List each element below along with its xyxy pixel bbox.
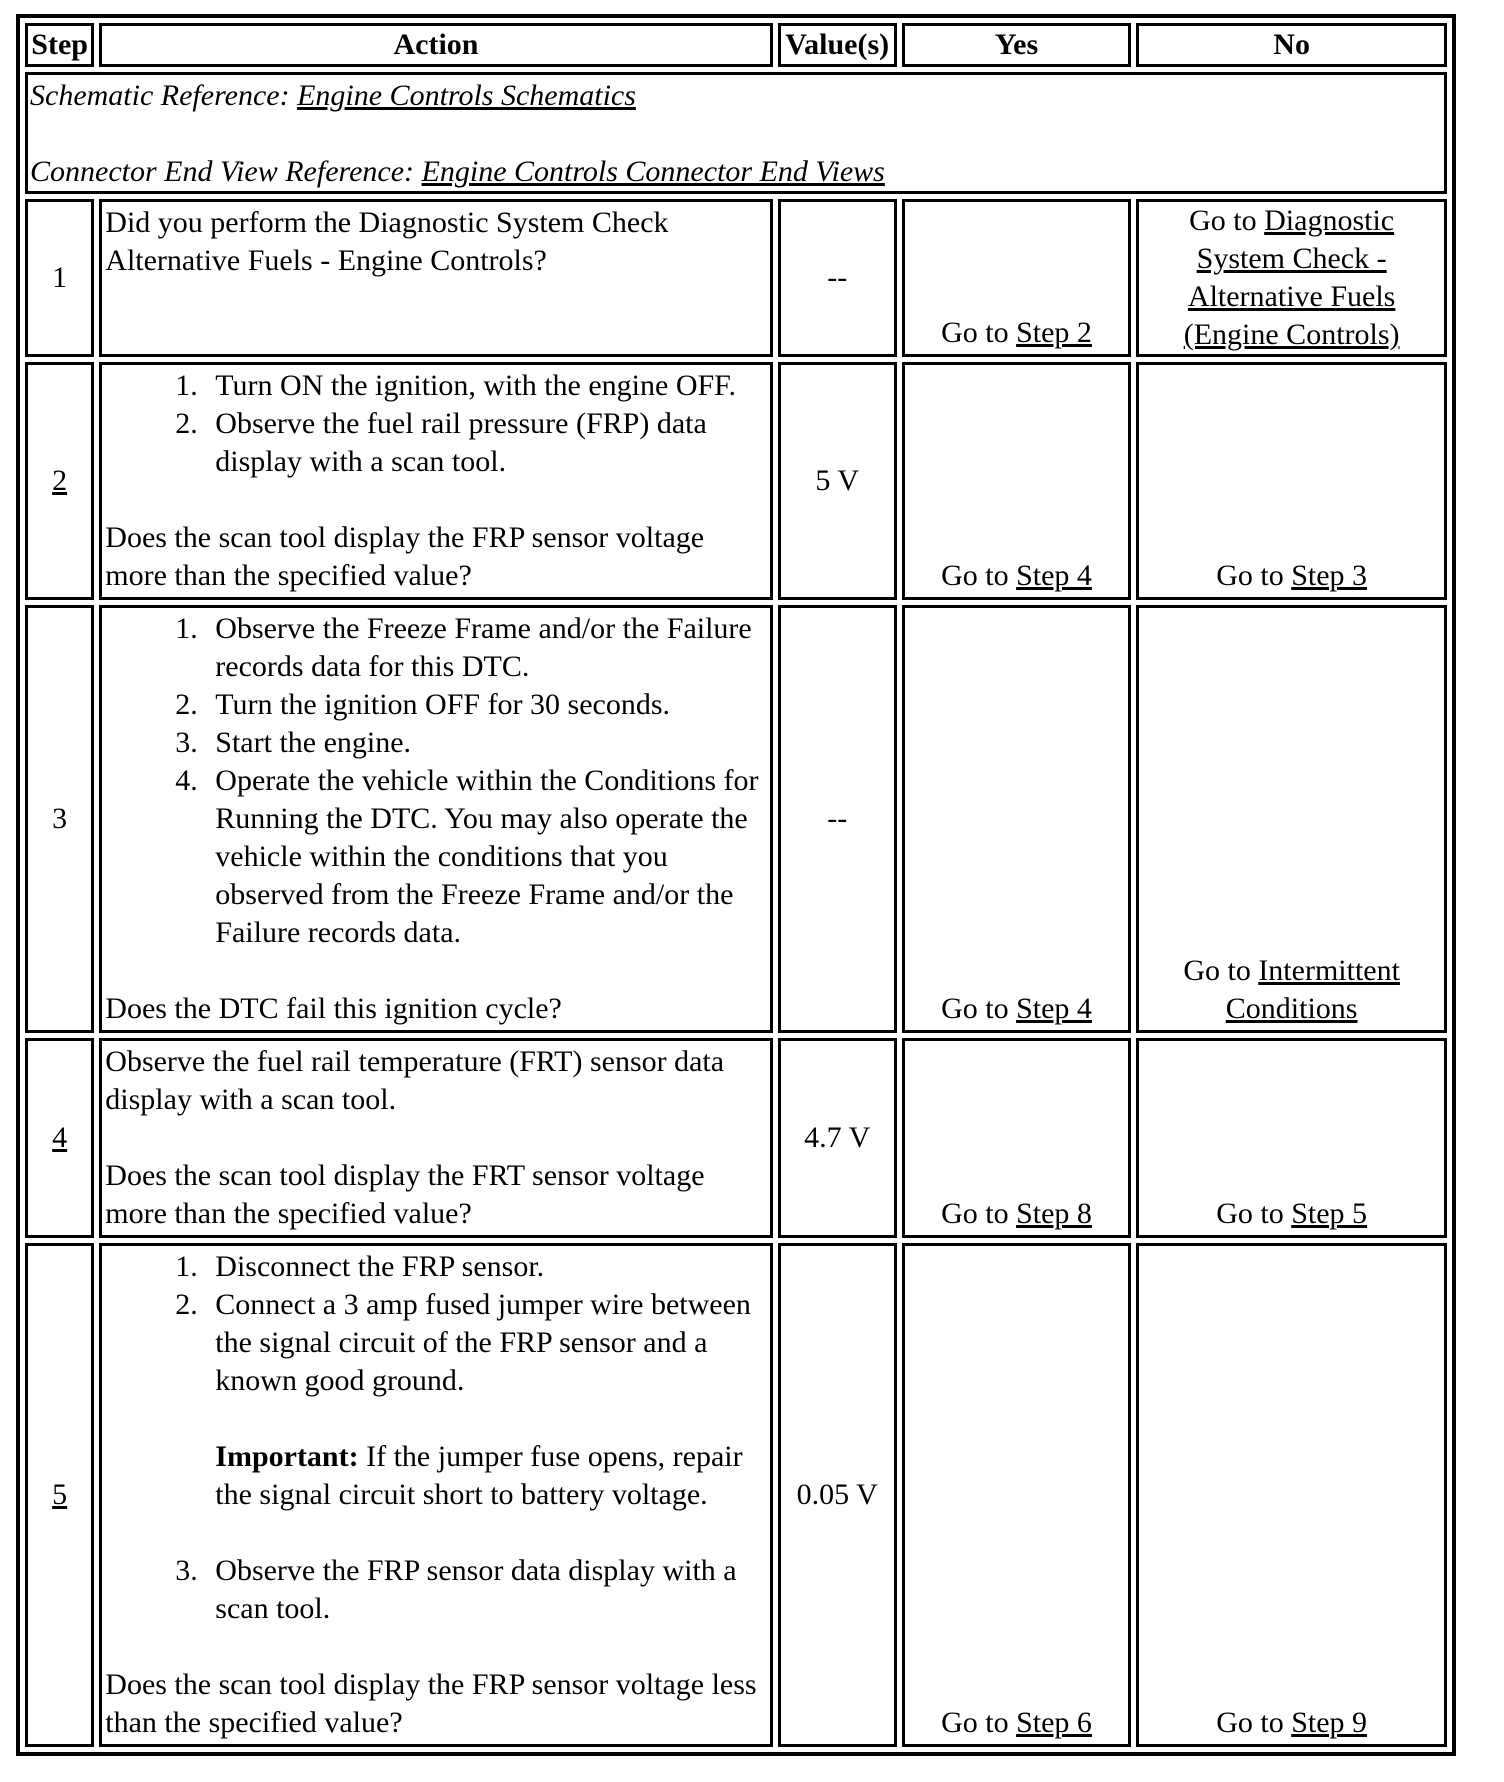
important-label: Important: xyxy=(215,1440,359,1473)
action-item: 4. Operate the vehicle within the Conditions for Running the DTC. You may also operate the vehicle within the conditions that you observed from the Freeze Frame and/or the Failure records data. xyxy=(205,762,766,952)
reference-cell xyxy=(25,72,1447,194)
action-cell xyxy=(99,199,772,357)
yes-cell xyxy=(902,199,1132,357)
action-item: 1. Observe the Freeze Frame and/or the Failure records data for this DTC. xyxy=(205,610,766,686)
step-number xyxy=(25,1038,94,1238)
action-question: Does the scan tool display the FRP sensor voltage more than the specified value? xyxy=(105,521,705,592)
no-link[interactable]: Diagnostic System Check - Alternative Fuels (Engine Controls) xyxy=(1183,204,1400,351)
no-link[interactable]: Step 3 xyxy=(1291,559,1368,592)
diagnostic-table xyxy=(16,14,1456,1756)
no-prefix: Go to xyxy=(1216,1197,1284,1230)
no-cell xyxy=(1136,199,1447,357)
no-link[interactable]: Intermittent Conditions xyxy=(1225,954,1400,1025)
yes-prefix: Go to xyxy=(941,992,1009,1025)
connector-link[interactable]: Engine Controls Connector End Views xyxy=(421,155,885,188)
no-cell xyxy=(1136,1038,1447,1238)
header-action: Action xyxy=(99,23,772,67)
yes-prefix: Go to xyxy=(941,1197,1009,1230)
step-number xyxy=(25,362,94,600)
step-link[interactable]: 2 xyxy=(52,464,68,497)
yes-cell xyxy=(902,1038,1132,1238)
no-prefix: Go to xyxy=(1216,559,1284,592)
yes-link[interactable]: Step 4 xyxy=(1016,559,1092,592)
header-values: Value(s) xyxy=(778,23,897,67)
step-number xyxy=(25,1243,94,1747)
header-yes: Yes xyxy=(902,23,1132,67)
no-prefix: Go to xyxy=(1189,204,1257,237)
schematic-label: Schematic Reference: xyxy=(30,79,290,112)
yes-link[interactable]: Step 8 xyxy=(1016,1197,1092,1230)
action-item xyxy=(205,1286,766,1552)
action-item-text: Connect a 3 amp fused jumper wire between the signal circuit of the FRP sensor and a known good ground. xyxy=(215,1288,751,1397)
action-item: 1. Turn ON the ignition, with the engine OFF. xyxy=(205,367,766,405)
value-cell: 4.7 V xyxy=(778,1038,897,1238)
no-prefix: Go to xyxy=(1183,954,1251,987)
yes-prefix: Go to xyxy=(941,559,1009,592)
value-cell: -- xyxy=(778,605,897,1033)
step-number: 1 xyxy=(25,199,94,357)
action-list xyxy=(105,610,766,952)
schematic-reference xyxy=(30,77,1442,115)
no-link[interactable]: Step 9 xyxy=(1291,1706,1368,1739)
action-list xyxy=(105,1248,766,1628)
action-cell xyxy=(99,1243,772,1747)
important-note xyxy=(215,1438,766,1514)
schematic-link[interactable]: Engine Controls Schematics xyxy=(297,79,636,112)
action-item: 1. Disconnect the FRP sensor. xyxy=(205,1248,766,1286)
step-link[interactable]: 4 xyxy=(52,1121,68,1154)
no-prefix: Go to xyxy=(1216,1706,1284,1739)
yes-link[interactable]: Step 6 xyxy=(1016,1706,1092,1739)
action-question: Does the scan tool display the FRP sensor voltage less than the specified value? xyxy=(105,1668,757,1739)
no-cell xyxy=(1136,1243,1447,1747)
action-cell xyxy=(99,362,772,600)
value-cell: 5 V xyxy=(778,362,897,600)
action-list xyxy=(105,367,766,481)
connector-reference xyxy=(30,153,1442,191)
step-row-2 xyxy=(25,362,1447,600)
value-cell: 0.05 V xyxy=(778,1243,897,1747)
action-question: Does the scan tool display the FRT sensor voltage more than the specified value? xyxy=(105,1159,705,1230)
step-row-1 xyxy=(25,199,1447,357)
important-text: If the jumper fuse opens, repair the signal circuit short to battery voltage. xyxy=(215,1440,743,1511)
yes-prefix: Go to xyxy=(941,1706,1009,1739)
header-row xyxy=(25,23,1447,67)
yes-cell xyxy=(902,362,1132,600)
action-item: 3. Start the engine. xyxy=(205,724,766,762)
yes-cell xyxy=(902,605,1132,1033)
value-cell: -- xyxy=(778,199,897,357)
action-cell xyxy=(99,605,772,1033)
header-no: No xyxy=(1136,23,1447,67)
header-step: Step xyxy=(25,23,94,67)
yes-cell xyxy=(902,1243,1132,1747)
action-intro: Observe the fuel rail temperature (FRT) sensor data display with a scan tool. xyxy=(105,1045,725,1116)
step-row-4 xyxy=(25,1038,1447,1238)
no-cell xyxy=(1136,362,1447,600)
no-cell xyxy=(1136,605,1447,1033)
action-item: 2. Observe the fuel rail pressure (FRP) data display with a scan tool. xyxy=(205,405,766,481)
diagnostic-page xyxy=(16,14,1456,1756)
yes-prefix: Go to xyxy=(941,316,1009,349)
no-link[interactable]: Step 5 xyxy=(1291,1197,1368,1230)
yes-link[interactable]: Step 2 xyxy=(1016,316,1092,349)
step-link[interactable]: 5 xyxy=(52,1478,68,1511)
connector-label: Connector End View Reference: xyxy=(30,155,415,188)
step-row-5 xyxy=(25,1243,1447,1747)
yes-link[interactable]: Step 4 xyxy=(1016,992,1092,1025)
step-number: 3 xyxy=(25,605,94,1033)
action-item: 2. Turn the ignition OFF for 30 seconds. xyxy=(205,686,766,724)
action-question: Did you perform the Diagnostic System Check Alternative Fuels - Engine Controls? xyxy=(105,206,669,277)
action-cell xyxy=(99,1038,772,1238)
action-item: 3. Observe the FRP sensor data display with a scan tool. xyxy=(205,1552,766,1628)
step-row-3 xyxy=(25,605,1447,1033)
action-question: Does the DTC fail this ignition cycle? xyxy=(105,992,562,1025)
reference-row xyxy=(25,72,1447,194)
